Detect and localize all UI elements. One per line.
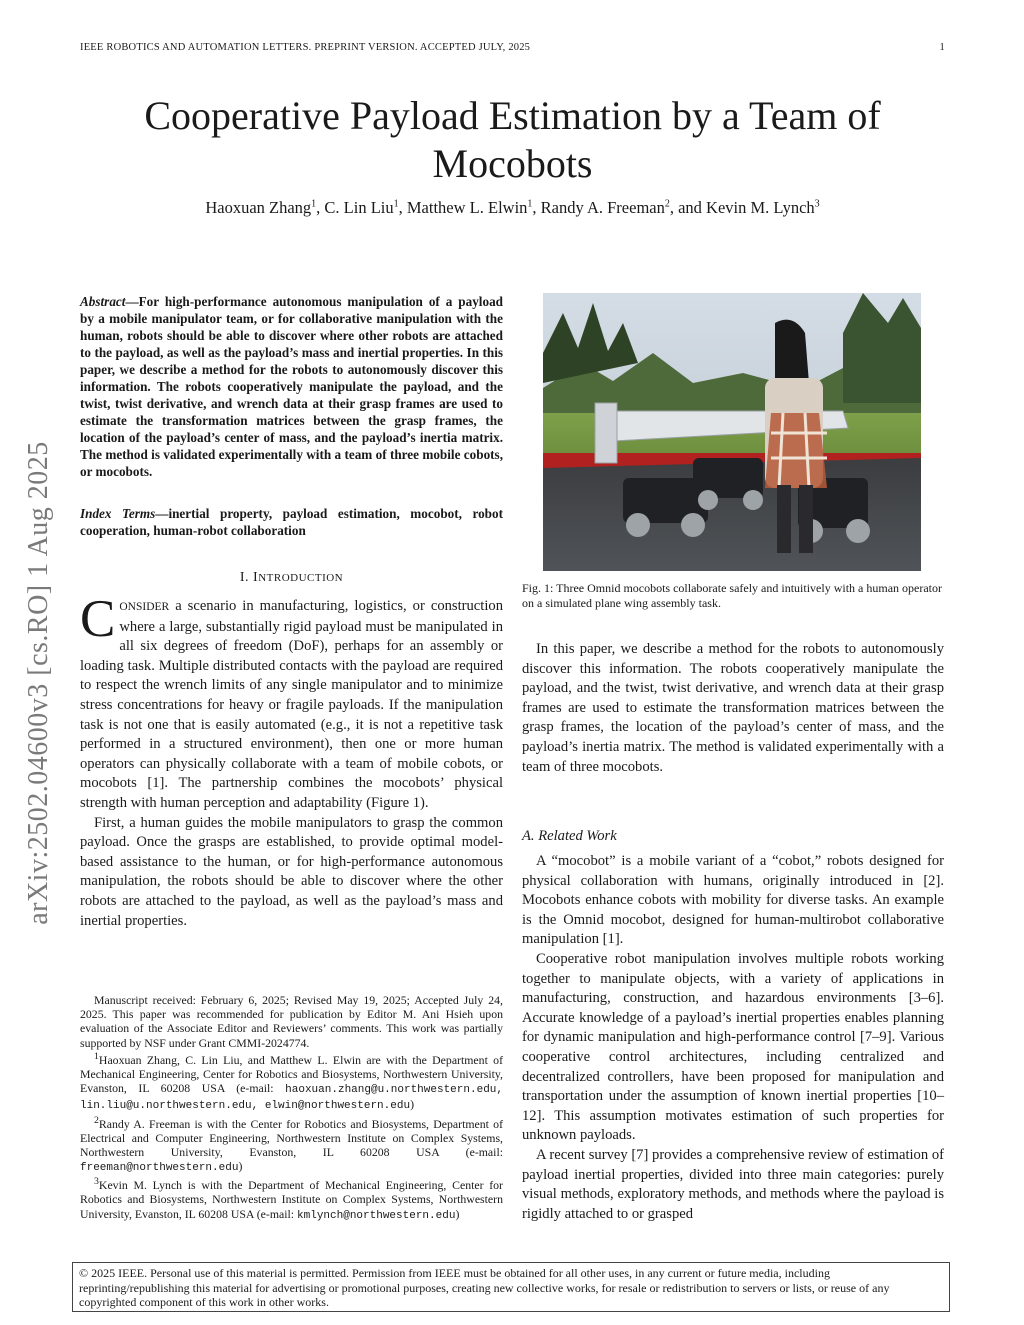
footnote-2 (80, 1114, 503, 1176)
figure-caption: Fig. 1: Three Omnid mocobots collaborate safely and intuitively with a human operator on a simulated plane wing assembly task. (522, 581, 943, 610)
related-paragraph: A “mocobot” is a mobile variant of a “cobot,” robots designed for physical collaboration with humans, originally introduced in [2]. Mocobots enhance cobots with mobility for diverse tasks. An example is the Omnid mocobot, designed for human-multirobot collaborative manipulation [1]. (522, 853, 944, 948)
author-affiliation: 1 (311, 198, 317, 210)
wing-support (595, 403, 617, 463)
author-name: C. Lin Liu (324, 198, 394, 217)
related-work-text (522, 852, 944, 1224)
running-title: IEEE ROBOTICS AND AUTOMATION LETTERS. PREPRINT VERSION. ACCEPTED JULY, 2025 (80, 42, 531, 53)
footnote-mark: 3 (94, 1176, 99, 1188)
author-name: Haoxuan Zhang (205, 198, 312, 217)
abstract-label: Abstract (80, 294, 126, 309)
footnote-1 (80, 1050, 503, 1114)
page-number: 1 (939, 42, 945, 53)
arxiv-identifier: arXiv:2502.04600v3 [cs.RO] 1 Aug 2025 (23, 441, 54, 925)
related-paragraph: A recent survey [7] provides a comprehensive review of estimation of payload inertial properties, divided into three main categories: purely visual methods, exploratory methods, and methods where the payload is rigidly attached to or grasped (522, 1146, 944, 1222)
intro-paragraph: In this paper, we describe a method for the robots to autonomously discover this information. The robots cooperatively manipulate the payload, and the twist, twist derivative, and wrench data at their grasp frames are used to estimate the transformation matrices between the grasp frames, the location of the payload’s center of mass, and the payload’s inertia matrix. The method is validated experimentally with a team of three mocobots. (522, 641, 944, 775)
arxiv-identifier-watermark (14, 378, 64, 988)
paper-title: Cooperative Payload Estimation by a Team of Mocobots (144, 93, 881, 186)
author-name: Randy A. Freeman (540, 198, 665, 217)
footnote-3 (80, 1175, 503, 1223)
footnote-text: Kevin M. Lynch is with the Department of Mechanical Engineering, Center for Robotics and Biosystems, Northwestern Institute on Complex Systems, Northwestern University, Evanston, IL 60208 USA (e-mail: (80, 1178, 503, 1221)
abstract (80, 293, 503, 480)
footnote-close: ) (238, 1159, 243, 1174)
index-terms (80, 505, 503, 539)
email-address[interactable]: haoxuan.zhang@u.northwestern.edu, lin.liu@u.northwestern.edu, elwin@northwestern.edu (80, 1084, 503, 1113)
paragraph-text: a scenario in manufacturing, logistics, or construction where a large, substantially rigid payload must be manipulated in all six degrees of freedom (DoF), perhaps for an assembly or loading task. Multiple distributed contacts with the payload are required to respect the wrench limits of any single manipulator and to minimize stress concentrations for heavy or fragile payloads. If the manipulation task is not one that is easily automated (e.g., it is not a repetitive task performed in a structured environment), then one or more human operators can physically collaborate with a team of mobile cobots, or mocobots [1]. The partnership combines the mocobots’ physical strength with human perception and adaptability (Figure 1). (80, 598, 503, 811)
author-affiliation: 3 (814, 198, 820, 210)
footnote-mark: 1 (94, 1050, 99, 1062)
section-number: I. (239, 570, 254, 585)
drop-cap: C (80, 590, 116, 648)
introduction-text (80, 590, 503, 931)
running-header (80, 42, 945, 58)
footnote-text: Haoxuan Zhang, C. Lin Liu, and Matthew L. Elwin are with the Department of Mechanical Engineering, Center for Robotics and Biosystems, Northwestern University, Evanston, IL 60208 USA (e-mail: (80, 1052, 503, 1096)
email-address[interactable]: freeman@northwestern.edu (80, 1162, 239, 1175)
author-name: and Kevin M. Lynch (678, 198, 815, 217)
author-affiliation: 1 (527, 198, 533, 210)
author-name: Matthew L. Elwin (406, 198, 528, 217)
subsection-heading-related-work: A. Related Work (522, 828, 617, 844)
intro-paragraph: First, a human guides the mobile manipulators to grasp the common payload. Once the grasps are established, to provide optimal model-based assistance to the human, or for high-performance autonomous manipulation, the robots should be able to discover where the other robots are attached to the payload, as well as the payload’s mass and inertial properties. (80, 814, 503, 929)
photo-illustration (543, 293, 921, 571)
footnotes (80, 993, 503, 1223)
author-affiliation: 2 (664, 198, 670, 210)
abstract-text: —For high-performance autonomous manipulation of a payload by a mobile manipulator team, or for collaborative manipulation with the human, robots should be able to discover where other robots are attached to the payload, as well as the payload’s mass and inertial properties. In this paper, we describe a method for the robots to autonomously discover this information. The robots cooperatively manipulate the payload, and the twist, twist derivative, and wrench data at their grasp frames are used to estimate the transformation matrices between the grasp frames, the location of the payload’s center of mass, and the payload’s inertia matrix. The method is validated experimentally with a team of three mobile cobots, or mocobots. (80, 294, 503, 479)
section-first-letter: I (253, 570, 259, 585)
author-list: Haoxuan Zhang$^1$, C. Lin Liu$^1$, Matthew L. Elwin$^1$, Randy A. Freeman$^2$, and Kevin M. Lynch$^3$ (205, 198, 820, 217)
footnote-mark: 2 (94, 1114, 99, 1126)
index-terms-label: Index Terms (80, 506, 156, 521)
manuscript-note: Manuscript received: February 6, 2025; Revised May 19, 2025; Accepted July 24, 2025. This paper was recommended for publication by Editor M. Ani Hsieh upon evaluation of the Associate Editor and Reviewers’ comments. This work was partially supported by NSF under Grant CMMI-2024774. (80, 993, 503, 1050)
footnote-close: ) (410, 1097, 414, 1112)
related-paragraph: Cooperative robot manipulation involves multiple robots working together to manipulate objects, with a variety of applications in manufacturing, construction, and hazardous environments [3–6]. Accurate knowledge of a payload’s inertial properties enables planning for dynamic manipulation and high-performance control [7–9]. Various cooperative control architectures, including centralized and decentralized controllers, have been proposed for manipulation and transportation under the assumption of known inertial properties [10–12]. This assumption motivates estimation of such properties for unknown payloads. (522, 950, 944, 1144)
author-affiliation: 1 (393, 198, 399, 210)
intro-paragraph (80, 590, 503, 814)
section-rest: NTRODUCTION (258, 572, 344, 584)
footnote-close: ) (455, 1206, 460, 1221)
copyright-notice: © 2025 IEEE. Personal use of this material is permitted. Permission from IEEE must be obtained for all other uses, in any current or future media, including reprinting/republishing this material for advertising or promotional purposes, creating new collective works, for resale or redistribution to servers or lists, or reuse of any copyrighted component of this work in other works. (72, 1262, 950, 1312)
email-address[interactable]: kmlynch@northwestern.edu (297, 1209, 456, 1222)
index-terms-text: —inertial property, payload estimation, mocobot, robot cooperation, human-robot collaboration (80, 506, 503, 538)
section-heading-introduction (80, 570, 503, 586)
footnote-text: Randy A. Freeman is with the Center for Robotics and Biosystems, Department of Electrical and Computer Engineering, Northwestern Institute on Complex Systems, Northwestern University, Evanston, IL 60208 USA (e-mail: (80, 1116, 503, 1159)
figure-photo-mocobots (543, 293, 921, 571)
first-word: ONSIDER (119, 601, 170, 613)
intro-continuation (522, 640, 944, 777)
